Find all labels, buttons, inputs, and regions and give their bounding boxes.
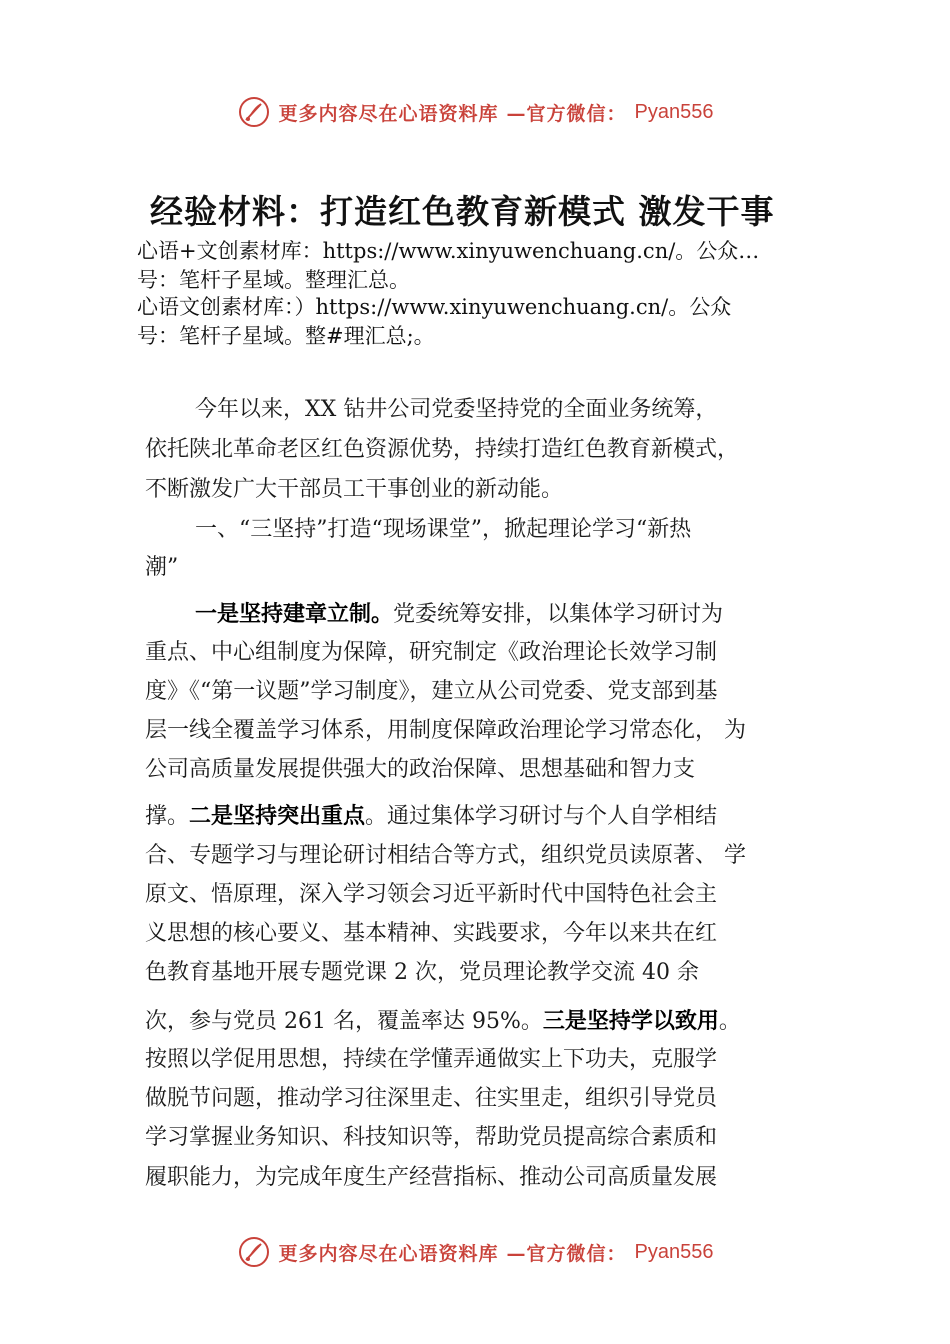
source-note-line: 号：笔杆子星域。整#理汇总;。 — [137, 324, 435, 348]
paragraph-line: 色教育基地开展专题党课 2 次，党员理论教学交流 40 余 — [145, 960, 699, 985]
banner-text: 更多内容尽在心语资料库 — [278, 102, 499, 125]
paragraph-line — [195, 597, 723, 628]
paragraph-line: 度》《“第一议题”学习制度》，建立从公司党委、党支部到基 — [145, 679, 718, 704]
paragraph-line: 原文、悟原理，深入学习领会习近平新时代中国特色社会主 — [145, 882, 718, 907]
banner-text: 更多内容尽在心语资料库 — [278, 1242, 499, 1265]
paragraph-text: 党委统筹安排，以集体学习研讨为 — [393, 602, 724, 627]
paragraph-text: 。 — [718, 1009, 741, 1034]
paragraph-line: 履职能力，为完成年度生产经营指标、推动公司高质量发展 — [145, 1165, 718, 1190]
quill-logo-icon — [237, 1235, 271, 1269]
paragraph-text: 。通过集体学习研讨与个人自学相结 — [365, 804, 718, 829]
paragraph-line: 公司高质量发展提供强大的政治保障、思想基础和智力支 — [145, 757, 696, 782]
paragraph-line: 今年以来，XX 钻井公司党委坚持党的全面业务统筹， — [195, 397, 718, 422]
source-note-line: 心语文创素材库：）https://www.xinyuwenchuang.cn/。公众 — [137, 295, 732, 319]
paragraph-line: 依托陕北革命老区红色资源优势，持续打造红色教育新模式， — [145, 437, 740, 462]
paragraph-line: 做脱节问题，推动学习往深里走、往实里走，组织引导党员 — [145, 1086, 718, 1111]
source-note-line: 心语+文创素材库：https://www.xinyuwenchuang.cn/。公众… — [137, 239, 760, 263]
footer-banner — [0, 1232, 950, 1272]
banner-separator: —官方微信： — [506, 102, 627, 125]
paragraph-line: 合、专题学习与理论研讨相结合等方式，组织党员读原著、 学 — [145, 843, 746, 868]
paragraph-line — [145, 1004, 741, 1035]
source-note-line: 号：笔杆子星域。整理汇总。 — [137, 268, 410, 292]
paragraph-line — [145, 799, 717, 830]
paragraph-line: 按照以学促用思想，持续在学懂弄通做实上下功夫，克服学 — [145, 1047, 718, 1072]
paragraph-line: 学习掌握业务知识、科技知识等，帮助党员提高综合素质和 — [145, 1125, 718, 1150]
wechat-handle: Pyan556 — [634, 1240, 714, 1263]
section-heading: 一、“三坚持”打造“现场课堂”，掀起理论学习“新热 — [195, 517, 692, 542]
paragraph-line: 义思想的核心要义、基本精神、实践要求，今年以来共在红 — [145, 921, 718, 946]
banner-separator: —官方微信： — [506, 1242, 627, 1265]
document-title: 经验材料：打造红色教育新模式 激发干事 — [150, 192, 775, 231]
section-heading: 潮” — [145, 555, 179, 580]
paragraph-line: 重点、中心组制度为保障，研究制定《政治理论长效学习制 — [145, 640, 718, 665]
paragraph-line: 层一线全覆盖学习体系，用制度保障政治理论学习常态化， 为 — [145, 718, 746, 743]
point-heading: 三是坚持学以致用 — [542, 1009, 719, 1034]
point-heading: 二是坚持突出重点 — [189, 804, 366, 829]
document-body — [145, 0, 825, 1344]
paragraph-text: 次，参与党员 261 名，覆盖率达 95%。 — [145, 1009, 543, 1034]
wechat-handle: Pyan556 — [634, 100, 714, 123]
point-heading: 一是坚持建章立制。 — [195, 602, 394, 627]
paragraph-text: 撑。 — [145, 804, 190, 829]
paragraph-line: 不断激发广大干部员工干事创业的新动能。 — [145, 477, 564, 502]
